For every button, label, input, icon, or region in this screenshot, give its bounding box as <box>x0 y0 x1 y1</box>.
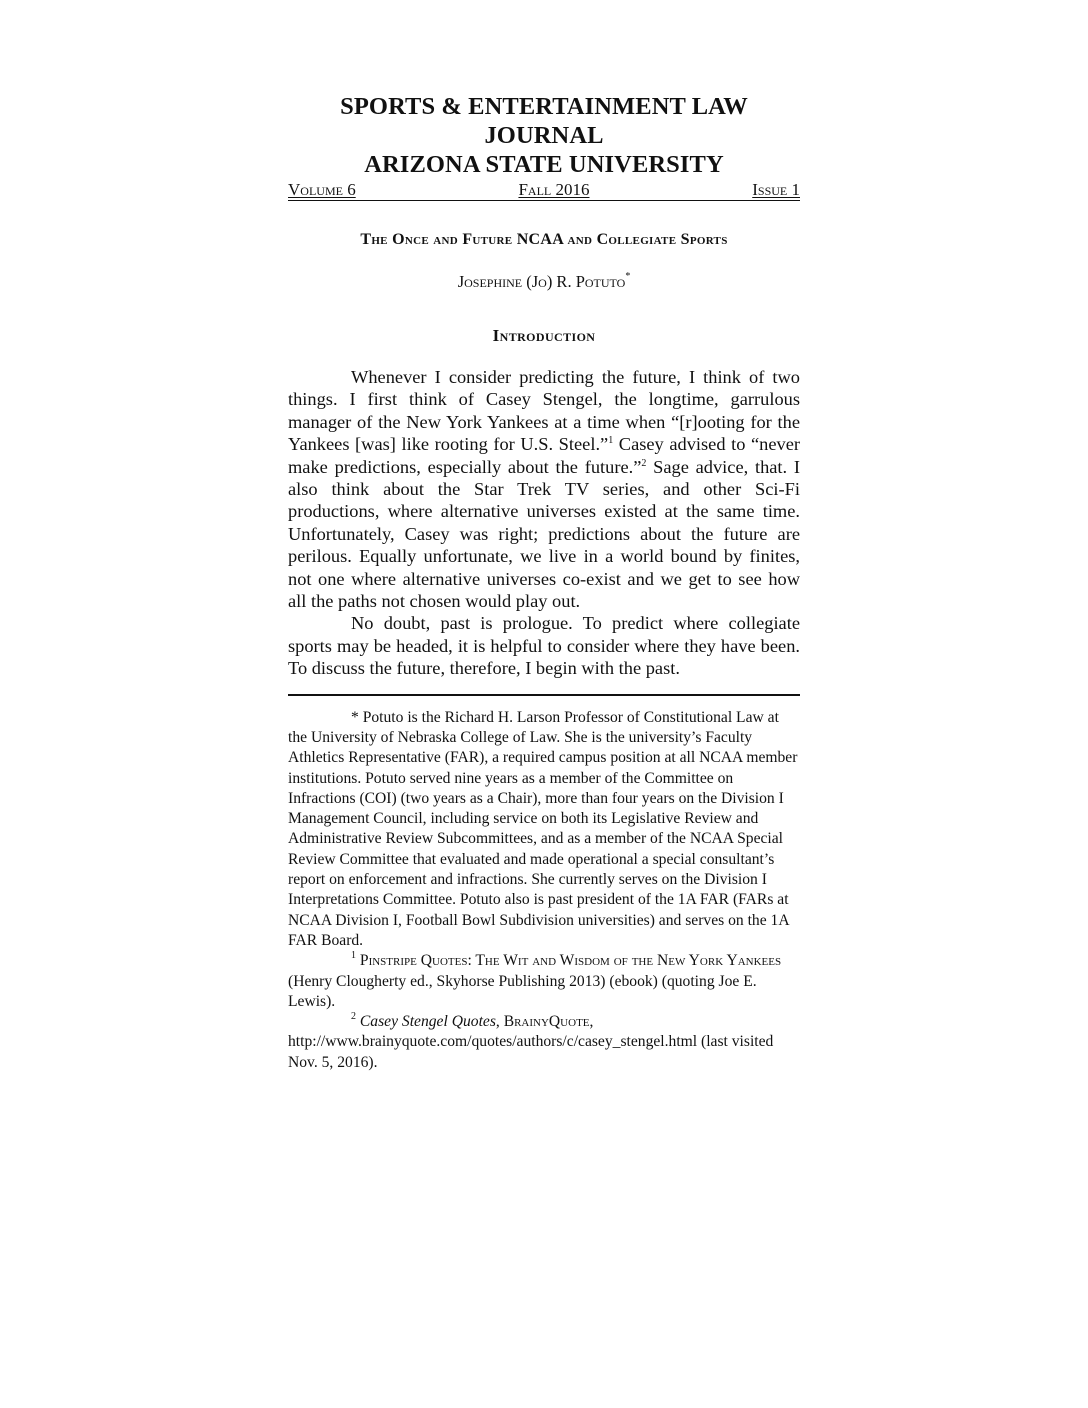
journal-university: ARIZONA STATE UNIVERSITY <box>364 151 724 178</box>
masthead <box>288 180 800 201</box>
footnote-2-text: , http://www.brainyquote.com/quotes/authors/c/casey_stengel.html (last visited Nov. 5, 2016). <box>288 1013 774 1071</box>
footnote-2 <box>288 1012 800 1073</box>
footnote-divider <box>288 694 800 696</box>
footnote-1-text: (Henry Clougherty ed., Skyhorse Publishing 2013) (ebook) (quoting Joe E. Lewis). <box>288 972 757 1010</box>
paragraph-2: No doubt, past is prologue. To predict where collegiate sports may be headed, it is helpful to consider where they have been. To discuss the future, therefore, I begin with the past. <box>288 613 800 679</box>
author-name: Josephine (Jo) R. Potuto <box>457 272 626 291</box>
article-title: The Once and Future NCAA and Collegiate Sports <box>360 231 728 248</box>
footnote-star <box>288 708 800 952</box>
footnote-star-mark: * <box>351 708 359 726</box>
footnote-1-source: Pinstripe Quotes: The Wit and Wisdom of the New York Yankees <box>359 952 782 970</box>
footnote-ref-1: 1 <box>608 435 614 447</box>
article-body <box>288 366 800 680</box>
issue-label: Issue 1 <box>752 180 800 199</box>
paragraph-1-part-c: Sage advice, that. I also think about the Star Trek TV series, and other Sci-Fi productions, where alternative universes existed at the same time. Unfortunately, Casey was right; predictions about the future are perilous. Equally unfortunate, we live in a world bound by finites, not one where alternative universes co-exist and we get to see how all the paths not chosen would play out. <box>288 456 800 612</box>
footnote-star-text: Potuto is the Richard H. Larson Professor of Constitutional Law at the University of Nebraska College of Law. She is the university’s Faculty Athletics Representative (FAR), a required campus position at all NCAA member institutions. Potuto served nine years as a member of the Committee on Infractions (COI) (two years as a Chair), more than four years on the Division I Management Council, including service on both its Legislative Review and Administrative Review Subcommittees, and as a member of the NCAA Special Review Committee that evaluated and made operational a special consultant’s report on enforcement and infractions. She currently serves on the Division I Interpretations Committee. Potuto also is past president of the 1A FAR (FARs at NCAA Division I, Football Bowl Subdivision universities) and serves on the 1A FAR Board. <box>288 708 798 949</box>
journal-title: SPORTS & ENTERTAINMENT LAW JOURNAL <box>340 93 748 149</box>
paragraph-1-part-a: Whenever I consider predicting the future, I think of two things. I first think of Casey Stengel, the longtime, garrulous manager of the New York Yankees at a time when “[r]ooting for the Yankees [was] like rooting for U.S. Steel.” <box>288 367 800 455</box>
footnote-2-source: BrainyQuote <box>503 1013 590 1031</box>
paragraph-1-part-b: Casey advised to “never make predictions, especially about the future.” <box>288 434 800 477</box>
footnote-2-title: Casey Stengel Quotes <box>359 1013 496 1031</box>
author-footnote-mark: * <box>625 271 631 282</box>
author-line <box>288 271 800 292</box>
volume-label: Volume 6 <box>288 180 356 199</box>
footnote-1-mark: 1 <box>351 950 356 962</box>
footnote-ref-2: 2 <box>641 457 647 469</box>
footnotes <box>288 708 800 1073</box>
footnote-1 <box>288 951 800 1012</box>
footnote-2-mark: 2 <box>351 1011 356 1023</box>
journal-page <box>288 92 800 1073</box>
paragraph-1 <box>288 366 800 612</box>
section-heading: Introduction <box>492 326 596 345</box>
season-label: Fall 2016 <box>518 180 590 199</box>
footnote-2-separator: , <box>495 1013 504 1031</box>
